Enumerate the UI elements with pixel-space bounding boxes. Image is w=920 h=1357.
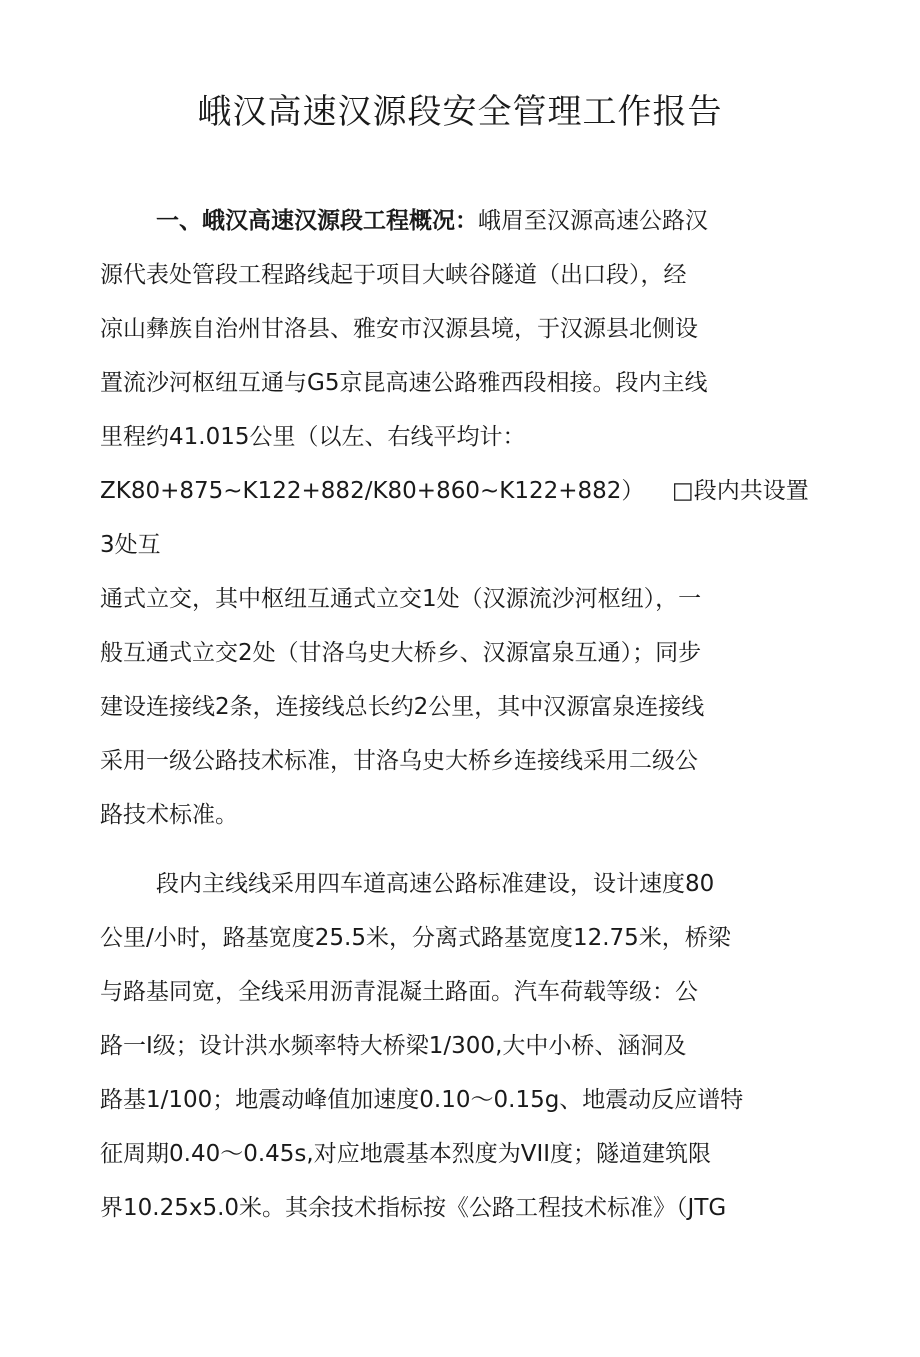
paragraph-line: 里程约41.015公里（以左、右线平均计： bbox=[100, 424, 526, 450]
paragraph-line: 般互通式立交2处（甘洛乌史大桥乡、汉源富泉互通）；同步 bbox=[100, 640, 702, 666]
paragraph-line bbox=[100, 194, 830, 248]
paragraph-line-text: 峨眉至汉源高速公路汉 bbox=[478, 208, 708, 234]
paragraph-line: 3处互 bbox=[100, 532, 161, 558]
paragraph-line: 公里/小时，路基宽度25.5米，分离式路基宽度12.75米，桥梁 bbox=[100, 925, 731, 951]
mileage-range: ZK80+875~K122+882/K80+860~K122+882） bbox=[100, 478, 645, 504]
interchange-count-fragment: □段内共设置 bbox=[672, 478, 809, 504]
paragraph-line: 与路基同宽，全线采用沥青混凝土路面。汽车荷载等级：公 bbox=[100, 979, 698, 1005]
paragraph-line: 建设连接线2条，连接线总长约2公里，其中汉源富泉连接线 bbox=[100, 694, 705, 720]
standards-paragraph bbox=[100, 857, 830, 1235]
paragraph-line: 路技术标准。 bbox=[100, 802, 238, 828]
paragraph-line: 源代表处管段工程路线起于项目大峡谷隧道（出口段），经 bbox=[100, 262, 687, 288]
document-title: 峨汉高速汉源段安全管理工作报告 bbox=[197, 92, 723, 132]
paragraph-line: 段内主线线采用四车道高速公路标准建设，设计速度80 bbox=[156, 871, 715, 897]
paragraph-line: 通式立交，其中枢纽互通式立交1处（汉源流沙河枢纽），一 bbox=[100, 586, 702, 612]
section-heading: 一、峨汉高速汉源段工程概况： bbox=[156, 208, 478, 234]
paragraph-line: 路基1/100；地震动峰值加速度0.10〜0.15g、地震动反应谱特 bbox=[100, 1087, 744, 1113]
paragraph-line: 凉山彝族自治州甘洛县、雅安市汉源县境，于汉源县北侧设 bbox=[100, 316, 698, 342]
paragraph-line: 置流沙河枢纽互通与G5京昆高速公路雅西段相接。段内主线 bbox=[100, 370, 708, 396]
mileage-line bbox=[100, 464, 830, 518]
paragraph-line: 界10.25x5.0米。其余技术指标按《公路工程技术标准》（JTG bbox=[100, 1195, 727, 1221]
overview-paragraph bbox=[100, 194, 830, 842]
paragraph-line: 路一I级；设计洪水频率特大桥梁1/300,大中小桥、涵洞及 bbox=[100, 1033, 687, 1059]
paragraph-line: 采用一级公路技术标准，甘洛乌史大桥乡连接线采用二级公 bbox=[100, 748, 698, 774]
paragraph-line: 征周期0.40〜0.45s,对应地震基本烈度为VII度；隧道建筑限 bbox=[100, 1141, 712, 1167]
